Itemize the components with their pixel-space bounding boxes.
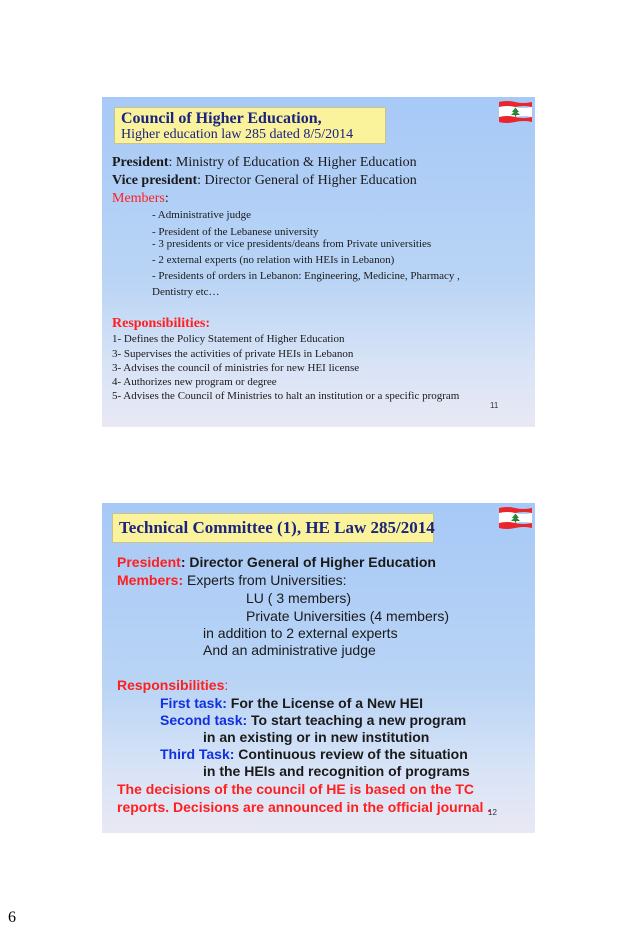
responsibility-item: 3- Supervises the activities of private HEIs in Lebanon bbox=[112, 348, 354, 360]
member-item: - 2 external experts (no relation with HEIs in Lebanon) bbox=[152, 254, 395, 266]
member-item: Private Universities (4 members) bbox=[246, 608, 450, 624]
vice-president-line bbox=[112, 173, 417, 189]
member-item: - Presidents of orders in Lebanon: Engineering, Medicine, Pharmacy , bbox=[152, 270, 460, 282]
slide-title-box bbox=[112, 513, 434, 543]
responsibility-item: 3- Advises the council of ministries for new HEI license bbox=[112, 362, 360, 374]
responsibility-item: 5- Advises the Council of Ministries to halt an institution or a specific program bbox=[112, 390, 460, 402]
member-item: Dentistry etc… bbox=[152, 286, 220, 298]
task-third: Third Task: Continuous review of the situation bbox=[160, 746, 468, 762]
task-second: Second task: To start teaching a new program bbox=[160, 712, 467, 728]
president-label: President bbox=[112, 155, 169, 170]
members-label: Members: bbox=[117, 572, 184, 588]
vice-president-label: Vice president bbox=[112, 173, 198, 188]
lebanon-flag-icon bbox=[499, 100, 532, 124]
members-value: Experts from Universities: bbox=[183, 572, 347, 588]
president-value: : Director General of Higher Education bbox=[180, 554, 436, 570]
members-line bbox=[117, 572, 347, 588]
member-item: And an administrative judge bbox=[203, 642, 376, 658]
decision-line: reports. Decisions are announced in the official journal . bbox=[117, 799, 492, 815]
slide-title: Council of Higher Education, bbox=[121, 110, 322, 127]
slide-number: 11 bbox=[490, 401, 499, 410]
members-heading: Members: bbox=[112, 191, 169, 206]
task-third-cont: in the HEIs and recognition of programs bbox=[203, 763, 470, 779]
responsibility-item: 4- Authorizes new program or degree bbox=[112, 376, 277, 388]
members-label: Members bbox=[112, 191, 165, 206]
decision-line: The decisions of the council of HE is based on the TC bbox=[117, 781, 475, 797]
responsibilities-heading: Responsibilities: bbox=[117, 677, 229, 693]
slide-title: Technical Committee (1), HE Law 285/2014 bbox=[119, 518, 435, 537]
slide-title-box bbox=[114, 107, 386, 144]
slide-technical-committee bbox=[102, 503, 535, 833]
page-number: 6 bbox=[8, 909, 16, 926]
member-item: - Administrative judge bbox=[152, 209, 251, 221]
vice-president-value: : Director General of Higher Education bbox=[197, 173, 417, 188]
member-item: LU ( 3 members) bbox=[246, 590, 352, 606]
member-item: - President of the Lebanese university bbox=[152, 226, 319, 238]
president-label: President bbox=[117, 554, 181, 570]
responsibility-item: 1- Defines the Policy Statement of Higher Education bbox=[112, 333, 345, 345]
lebanon-flag-icon bbox=[499, 506, 532, 530]
slide-council-higher-education bbox=[102, 97, 535, 427]
president-line bbox=[112, 155, 417, 171]
slide-subtitle: Higher education law 285 dated 8/5/2014 bbox=[121, 127, 354, 142]
task-second-cont: in an existing or in new institution bbox=[203, 729, 430, 745]
responsibilities-heading: Responsibilities: bbox=[112, 316, 211, 331]
slide-number: 12 bbox=[488, 808, 497, 817]
member-item: - 3 presidents or vice presidents/deans from Private universities bbox=[152, 238, 432, 250]
task-first: First task: For the License of a New HEI bbox=[160, 695, 423, 711]
president-line bbox=[117, 554, 436, 570]
president-value: : Ministry of Education & Higher Education bbox=[168, 155, 417, 170]
member-item: in addition to 2 external experts bbox=[203, 625, 398, 641]
